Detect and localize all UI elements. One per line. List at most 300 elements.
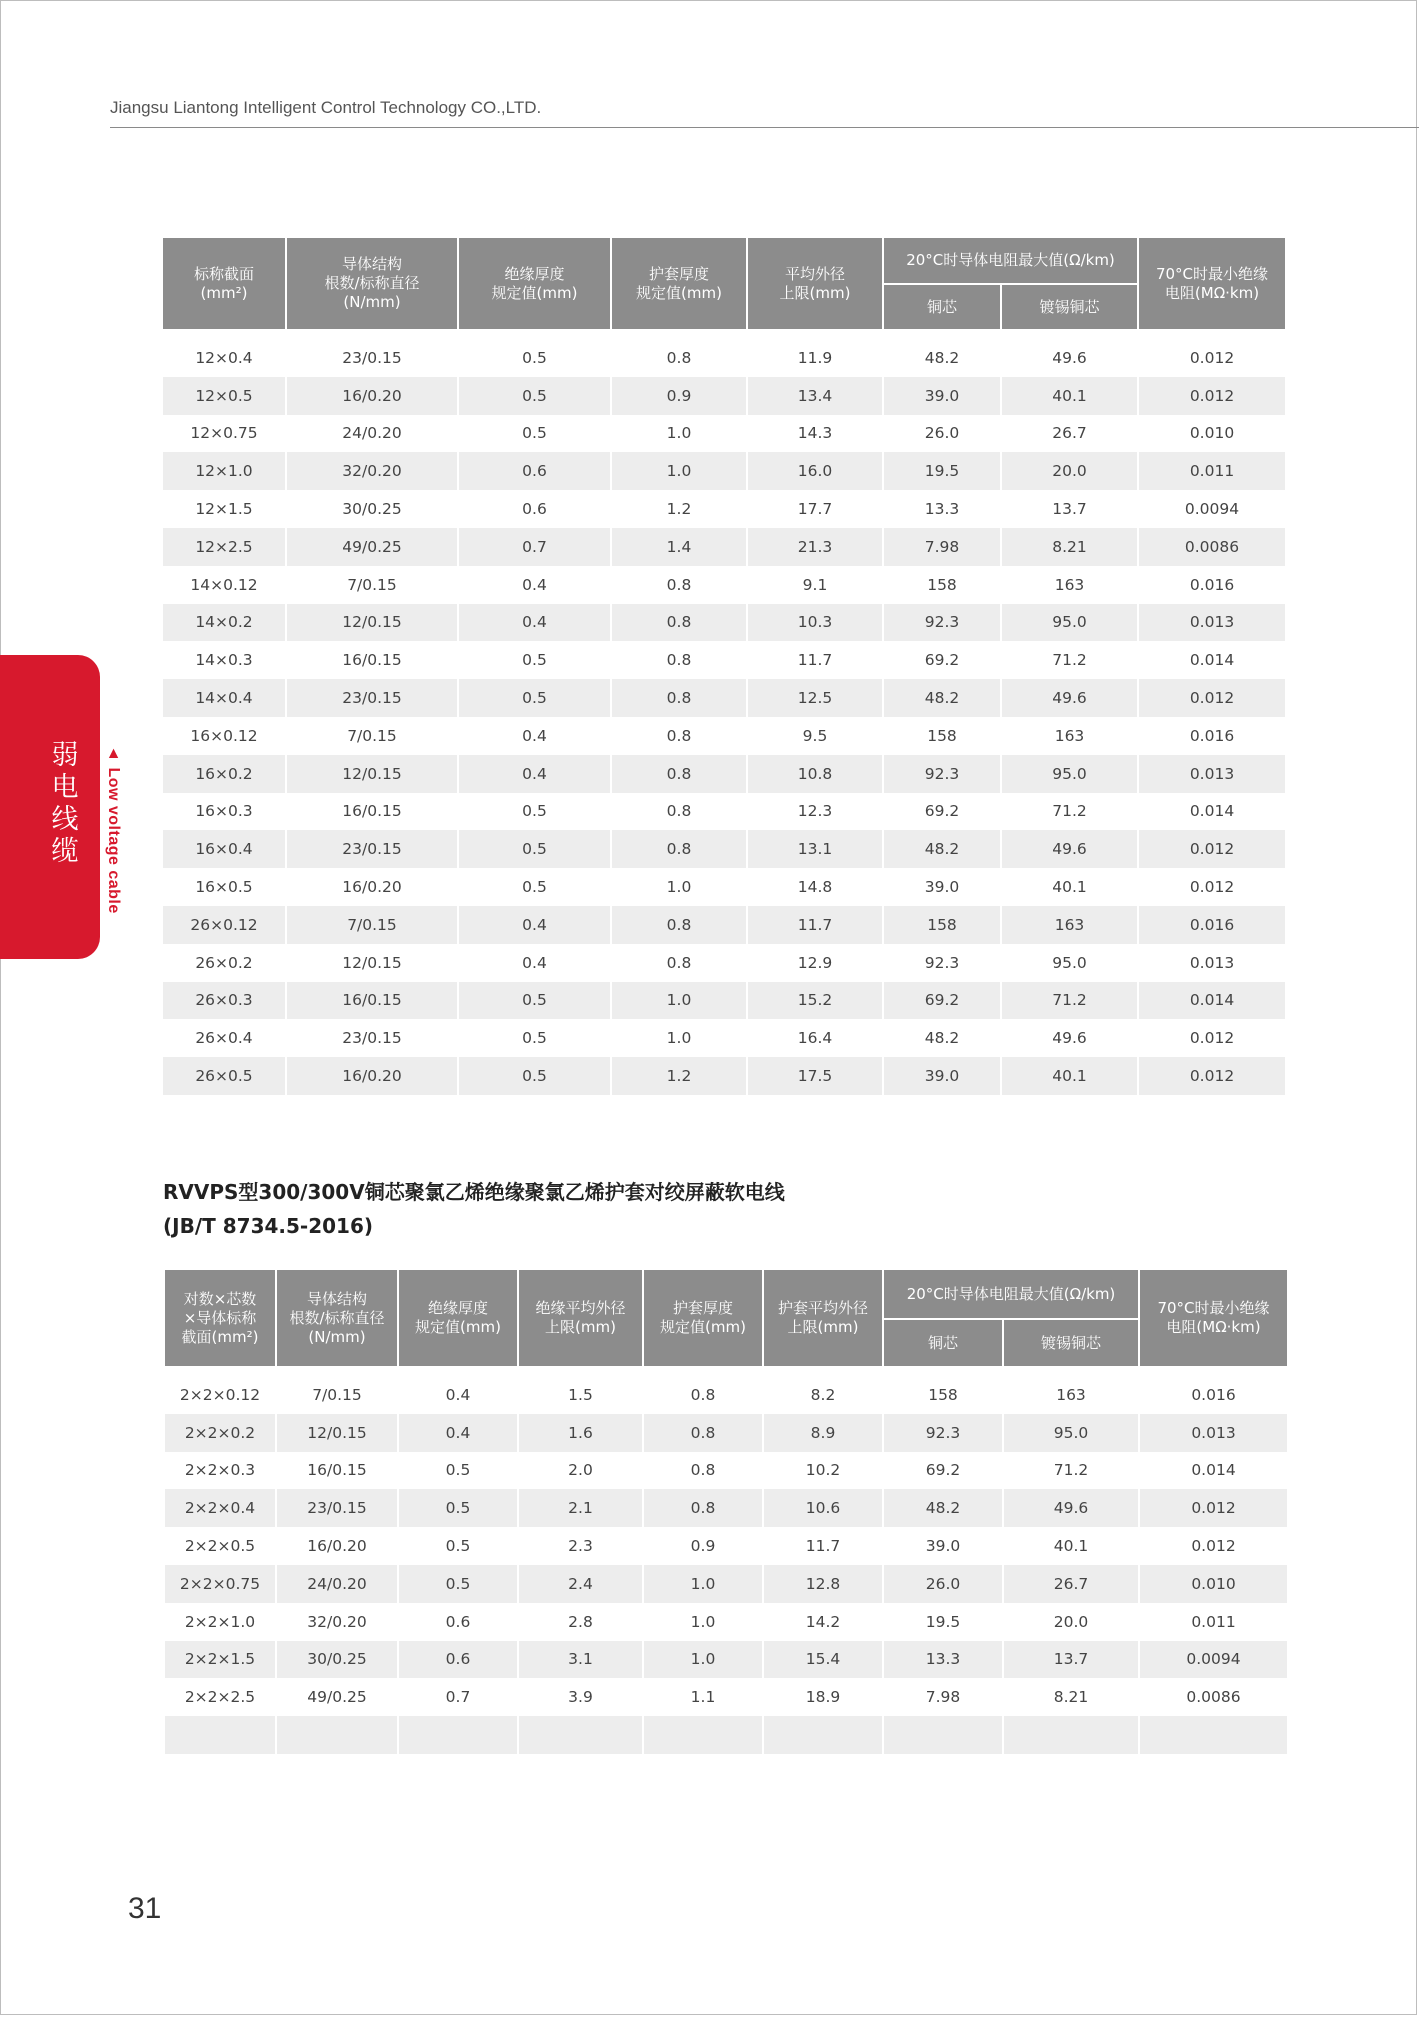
table-cell: 8.2 xyxy=(763,1376,883,1414)
table-cell: 26×0.4 xyxy=(162,1019,286,1057)
table-cell xyxy=(164,1716,276,1754)
table-cell: 2×2×0.2 xyxy=(164,1414,276,1452)
table-row xyxy=(162,641,1286,679)
header-conductor: 导体结构 根数/标称直径 (N/mm) xyxy=(276,1269,398,1367)
table-cell: 95.0 xyxy=(1003,1414,1139,1452)
table-row xyxy=(162,717,1286,755)
table-cell: 12×0.4 xyxy=(162,339,286,377)
table-cell: 13.4 xyxy=(747,377,883,415)
table-cell xyxy=(1139,1716,1288,1754)
table-cell: 0.5 xyxy=(398,1452,518,1490)
table-cell: 49.6 xyxy=(1003,1489,1139,1527)
table-cell: 0.8 xyxy=(643,1414,763,1452)
table-cell: 14×0.3 xyxy=(162,641,286,679)
table-cell: 23/0.15 xyxy=(276,1489,398,1527)
table-cell: 23/0.15 xyxy=(286,1019,458,1057)
table-cell: 16×0.5 xyxy=(162,868,286,906)
table-cell: 10.3 xyxy=(747,604,883,642)
table-cell: 12.9 xyxy=(747,944,883,982)
table-cell: 16/0.20 xyxy=(286,377,458,415)
table-cell: 24/0.20 xyxy=(276,1565,398,1603)
table-cell: 1.0 xyxy=(643,1565,763,1603)
table-cell: 49.6 xyxy=(1001,1019,1138,1057)
spec-table-1-body xyxy=(162,339,1286,1095)
table-cell: 15.4 xyxy=(763,1641,883,1679)
table-cell: 26×0.2 xyxy=(162,944,286,982)
table-cell: 12/0.15 xyxy=(286,944,458,982)
table-cell: 2.8 xyxy=(518,1603,643,1641)
table-row xyxy=(162,377,1286,415)
table-cell: 0.4 xyxy=(458,566,611,604)
table-cell: 10.8 xyxy=(747,755,883,793)
table-cell: 26.0 xyxy=(883,1565,1003,1603)
table-cell: 0.6 xyxy=(398,1603,518,1641)
table-cell: 9.1 xyxy=(747,566,883,604)
header-insulation-resistance: 70°C时最小绝缘 电阻(MΩ·km) xyxy=(1139,1269,1288,1367)
table-cell: 0.8 xyxy=(643,1489,763,1527)
table-cell: 0.8 xyxy=(611,566,747,604)
table-cell: 26×0.12 xyxy=(162,906,286,944)
table-cell: 48.2 xyxy=(883,1019,1001,1057)
table-cell: 0.5 xyxy=(458,793,611,831)
table-cell: 19.5 xyxy=(883,1603,1003,1641)
table-cell: 0.8 xyxy=(611,717,747,755)
table-cell: 71.2 xyxy=(1001,793,1138,831)
table-cell: 92.3 xyxy=(883,604,1001,642)
section-standard: (JB/T 8734.5-2016) xyxy=(163,1214,374,1238)
table-cell: 2.1 xyxy=(518,1489,643,1527)
table-cell: 1.0 xyxy=(611,415,747,453)
table-cell: 0.4 xyxy=(458,717,611,755)
table-cell: 0.012 xyxy=(1139,1489,1288,1527)
table-cell: 0.016 xyxy=(1139,1376,1288,1414)
table-cell: 26.7 xyxy=(1003,1565,1139,1603)
table-cell: 0.7 xyxy=(458,528,611,566)
table-cell: 69.2 xyxy=(883,641,1001,679)
company-name: Jiangsu Liantong Intelligent Control Technology CO.,LTD. xyxy=(110,98,542,117)
table-cell: 48.2 xyxy=(883,679,1001,717)
table-cell: 23/0.15 xyxy=(286,679,458,717)
table-cell: 0.5 xyxy=(398,1565,518,1603)
table-cell: 17.7 xyxy=(747,490,883,528)
table-cell: 0.8 xyxy=(611,641,747,679)
table-cell: 0.5 xyxy=(458,339,611,377)
table-cell: 0.9 xyxy=(643,1527,763,1565)
table-row xyxy=(164,1414,1288,1452)
table-cell: 0.8 xyxy=(611,755,747,793)
table-cell: 7/0.15 xyxy=(286,566,458,604)
table-cell: 32/0.20 xyxy=(286,452,458,490)
table-cell: 0.8 xyxy=(611,793,747,831)
table-cell: 12/0.15 xyxy=(286,755,458,793)
table-cell: 0.013 xyxy=(1138,604,1286,642)
table-cell: 14×0.12 xyxy=(162,566,286,604)
table-row xyxy=(164,1376,1288,1414)
table-cell: 95.0 xyxy=(1001,944,1138,982)
table-cell xyxy=(276,1716,398,1754)
table-cell: 18.9 xyxy=(763,1678,883,1716)
table-cell: 8.21 xyxy=(1001,528,1138,566)
table-cell: 2.3 xyxy=(518,1527,643,1565)
table-cell: 40.1 xyxy=(1001,1057,1138,1095)
section-title: RVVPS型300/300V铜芯聚氯乙烯绝缘聚氯乙烯护套对绞屏蔽软电线 xyxy=(163,1180,785,1204)
table-cell: 14×0.2 xyxy=(162,604,286,642)
table-cell: 2×2×0.3 xyxy=(164,1452,276,1490)
table-cell: 49/0.25 xyxy=(276,1678,398,1716)
table-cell: 16×0.4 xyxy=(162,830,286,868)
table-cell: 2×2×1.0 xyxy=(164,1603,276,1641)
table-cell: 16×0.2 xyxy=(162,755,286,793)
table-cell: 0.012 xyxy=(1139,1527,1288,1565)
table-cell: 2×2×0.12 xyxy=(164,1376,276,1414)
header-section: 标称截面 (mm²) xyxy=(162,237,286,330)
table-cell: 12×1.5 xyxy=(162,490,286,528)
table-cell: 0.8 xyxy=(611,830,747,868)
table-cell: 49/0.25 xyxy=(286,528,458,566)
table-cell: 0.012 xyxy=(1138,1019,1286,1057)
header-insulation: 绝缘厚度 规定值(mm) xyxy=(458,237,611,330)
table-cell: 0.013 xyxy=(1138,755,1286,793)
table-cell: 12/0.15 xyxy=(286,604,458,642)
table-cell: 39.0 xyxy=(883,868,1001,906)
table-row xyxy=(162,1019,1286,1057)
table-cell: 48.2 xyxy=(883,1489,1003,1527)
table-cell: 16/0.15 xyxy=(276,1452,398,1490)
table-cell: 16.0 xyxy=(747,452,883,490)
table-cell: 95.0 xyxy=(1001,604,1138,642)
table-cell xyxy=(763,1716,883,1754)
table-cell: 0.0086 xyxy=(1139,1678,1288,1716)
spec-table-1 xyxy=(161,236,1287,1095)
table-cell: 0.012 xyxy=(1138,339,1286,377)
table-cell: 92.3 xyxy=(883,944,1001,982)
table-cell: 0.012 xyxy=(1138,1057,1286,1095)
table-row xyxy=(162,982,1286,1020)
table-cell: 20.0 xyxy=(1003,1603,1139,1641)
table-cell: 16/0.15 xyxy=(286,793,458,831)
table-cell: 92.3 xyxy=(883,755,1001,793)
table-cell: 11.9 xyxy=(747,339,883,377)
table-cell: 20.0 xyxy=(1001,452,1138,490)
table-cell: 1.5 xyxy=(518,1376,643,1414)
table-cell: 0.4 xyxy=(458,604,611,642)
header-resistance: 20°C时导体电阻最大值(Ω/km) xyxy=(883,1269,1139,1319)
table-cell: 49.6 xyxy=(1001,830,1138,868)
table-cell: 95.0 xyxy=(1001,755,1138,793)
table-cell: 10.6 xyxy=(763,1489,883,1527)
table-cell: 0.014 xyxy=(1138,641,1286,679)
table-cell: 39.0 xyxy=(883,1057,1001,1095)
table-cell: 1.2 xyxy=(611,1057,747,1095)
table-cell: 16/0.15 xyxy=(286,982,458,1020)
table-row xyxy=(162,868,1286,906)
table-cell: 21.3 xyxy=(747,528,883,566)
table-cell: 0.014 xyxy=(1139,1452,1288,1490)
table-cell: 16/0.20 xyxy=(286,1057,458,1095)
table-cell: 49.6 xyxy=(1001,339,1138,377)
table-row xyxy=(162,1057,1286,1095)
table-cell: 0.8 xyxy=(611,339,747,377)
table-cell: 3.1 xyxy=(518,1641,643,1679)
table-cell: 26×0.5 xyxy=(162,1057,286,1095)
table-row xyxy=(162,339,1286,377)
table-cell: 7/0.15 xyxy=(286,717,458,755)
table-cell: 0.4 xyxy=(398,1414,518,1452)
table-cell: 2×2×0.5 xyxy=(164,1527,276,1565)
table-cell: 0.4 xyxy=(458,755,611,793)
table-cell: 7.98 xyxy=(883,528,1001,566)
table-cell: 0.011 xyxy=(1138,452,1286,490)
table-cell: 2×2×0.75 xyxy=(164,1565,276,1603)
table-cell: 23/0.15 xyxy=(286,339,458,377)
table-cell: 71.2 xyxy=(1001,982,1138,1020)
table-cell: 1.0 xyxy=(611,1019,747,1057)
header-tinned-copper: 镀锡铜芯 xyxy=(1003,1319,1139,1367)
table-row xyxy=(162,566,1286,604)
table-cell xyxy=(883,1716,1003,1754)
table-cell: 0.010 xyxy=(1139,1565,1288,1603)
table-cell: 0.5 xyxy=(398,1527,518,1565)
table-cell: 16/0.20 xyxy=(276,1527,398,1565)
table-cell: 69.2 xyxy=(883,982,1001,1020)
header-conductor: 导体结构 根数/标称直径 (N/mm) xyxy=(286,237,458,330)
table-cell: 0.010 xyxy=(1138,415,1286,453)
header-insulation: 绝缘厚度 规定值(mm) xyxy=(398,1269,518,1367)
table-cell: 158 xyxy=(883,1376,1003,1414)
table-cell: 92.3 xyxy=(883,1414,1003,1452)
table-cell: 0.016 xyxy=(1138,566,1286,604)
table-cell: 13.1 xyxy=(747,830,883,868)
table-cell: 0.012 xyxy=(1138,377,1286,415)
table-cell: 15.2 xyxy=(747,982,883,1020)
header-resistance: 20°C时导体电阻最大值(Ω/km) xyxy=(883,237,1138,284)
table-cell: 1.0 xyxy=(643,1641,763,1679)
table-cell: 39.0 xyxy=(883,377,1001,415)
table-cell: 0.013 xyxy=(1138,944,1286,982)
table-cell: 0.5 xyxy=(458,830,611,868)
table-cell: 16.4 xyxy=(747,1019,883,1057)
table-cell: 48.2 xyxy=(883,339,1001,377)
table-cell: 19.5 xyxy=(883,452,1001,490)
table-cell: 11.7 xyxy=(747,906,883,944)
table-cell: 13.3 xyxy=(883,1641,1003,1679)
table-cell: 0.0094 xyxy=(1139,1641,1288,1679)
table-cell: 1.2 xyxy=(611,490,747,528)
table-row xyxy=(162,604,1286,642)
table-cell: 2×2×1.5 xyxy=(164,1641,276,1679)
table-cell: 16/0.15 xyxy=(286,641,458,679)
table-cell: 69.2 xyxy=(883,1452,1003,1490)
table-cell: 24/0.20 xyxy=(286,415,458,453)
table-row xyxy=(164,1678,1288,1716)
header-sheath-od: 护套平均外径 上限(mm) xyxy=(763,1269,883,1367)
table-cell: 12.5 xyxy=(747,679,883,717)
table-cell xyxy=(398,1716,518,1754)
table-cell: 71.2 xyxy=(1003,1452,1139,1490)
table-cell: 163 xyxy=(1003,1376,1139,1414)
table-cell: 12×2.5 xyxy=(162,528,286,566)
table-cell: 16×0.12 xyxy=(162,717,286,755)
table-cell: 12×1.0 xyxy=(162,452,286,490)
table-cell: 11.7 xyxy=(747,641,883,679)
table-cell: 0.8 xyxy=(643,1376,763,1414)
spec-table-2-body xyxy=(164,1376,1288,1754)
header-sheath: 护套厚度 规定值(mm) xyxy=(611,237,747,330)
spec-table-2 xyxy=(163,1268,1289,1754)
table-cell: 0.5 xyxy=(458,679,611,717)
table-cell: 1.6 xyxy=(518,1414,643,1452)
table-cell: 39.0 xyxy=(883,1527,1003,1565)
table-cell: 163 xyxy=(1001,906,1138,944)
header-outer-diameter: 平均外径 上限(mm) xyxy=(747,237,883,330)
table-cell: 23/0.15 xyxy=(286,830,458,868)
table-cell: 0.8 xyxy=(643,1452,763,1490)
table-cell xyxy=(643,1716,763,1754)
table-cell: 12×0.5 xyxy=(162,377,286,415)
table-cell: 0.5 xyxy=(458,415,611,453)
table-cell: 7.98 xyxy=(883,1678,1003,1716)
table-cell: 8.21 xyxy=(1003,1678,1139,1716)
table-row xyxy=(164,1452,1288,1490)
table-row xyxy=(164,1565,1288,1603)
table-cell: 163 xyxy=(1001,717,1138,755)
table-cell: 0.016 xyxy=(1138,906,1286,944)
section-tab-label-en: ▲ Low voltage cable xyxy=(105,745,122,914)
table-cell: 158 xyxy=(883,566,1001,604)
table-cell: 49.6 xyxy=(1001,679,1138,717)
header-copper: 铜芯 xyxy=(883,1319,1003,1367)
table-row xyxy=(162,528,1286,566)
table-cell: 40.1 xyxy=(1001,377,1138,415)
table-cell: 0.013 xyxy=(1139,1414,1288,1452)
table-row xyxy=(162,755,1286,793)
table-cell: 48.2 xyxy=(883,830,1001,868)
table-cell: 12.8 xyxy=(763,1565,883,1603)
table-cell: 0.5 xyxy=(398,1489,518,1527)
table-row xyxy=(162,830,1286,868)
table-cell: 12×0.75 xyxy=(162,415,286,453)
table-cell: 1.0 xyxy=(643,1603,763,1641)
section-tab-label-cn: 弱电线缆 xyxy=(51,740,79,867)
table-cell: 0.8 xyxy=(611,604,747,642)
table-cell: 17.5 xyxy=(747,1057,883,1095)
table-cell: 13.3 xyxy=(883,490,1001,528)
table-cell: 7/0.15 xyxy=(286,906,458,944)
table-cell: 11.7 xyxy=(763,1527,883,1565)
table-cell: 7/0.15 xyxy=(276,1376,398,1414)
table-cell: 9.5 xyxy=(747,717,883,755)
table-cell: 16/0.20 xyxy=(286,868,458,906)
table-cell: 2.4 xyxy=(518,1565,643,1603)
table-cell: 0.5 xyxy=(458,1019,611,1057)
table-cell: 0.014 xyxy=(1138,982,1286,1020)
table-cell: 0.011 xyxy=(1139,1603,1288,1641)
header-insulation-od: 绝缘平均外径 上限(mm) xyxy=(518,1269,643,1367)
table-cell: 0.014 xyxy=(1138,793,1286,831)
table-cell: 2.0 xyxy=(518,1452,643,1490)
table-cell: 8.9 xyxy=(763,1414,883,1452)
table-cell: 10.2 xyxy=(763,1452,883,1490)
table-cell: 14.3 xyxy=(747,415,883,453)
table-cell: 32/0.20 xyxy=(276,1603,398,1641)
table-cell: 26.7 xyxy=(1001,415,1138,453)
table-cell: 71.2 xyxy=(1001,641,1138,679)
table-cell: 13.7 xyxy=(1001,490,1138,528)
header-tinned-copper: 镀锡铜芯 xyxy=(1001,284,1138,330)
table-cell: 0.6 xyxy=(458,452,611,490)
table-cell: 0.8 xyxy=(611,906,747,944)
table-cell: 0.5 xyxy=(458,377,611,415)
table-cell: 0.4 xyxy=(458,906,611,944)
table-cell: 1.4 xyxy=(611,528,747,566)
table-row xyxy=(164,1716,1288,1754)
table-cell: 14.2 xyxy=(763,1603,883,1641)
table-row xyxy=(164,1527,1288,1565)
table-cell: 1.1 xyxy=(643,1678,763,1716)
table-row xyxy=(162,906,1286,944)
table-cell: 69.2 xyxy=(883,793,1001,831)
table-cell: 0.0086 xyxy=(1138,528,1286,566)
table-cell: 1.0 xyxy=(611,452,747,490)
table-cell: 26.0 xyxy=(883,415,1001,453)
table-cell: 0.9 xyxy=(611,377,747,415)
table-row xyxy=(162,415,1286,453)
table-row xyxy=(164,1603,1288,1641)
table-cell: 0.5 xyxy=(458,641,611,679)
table-cell: 163 xyxy=(1001,566,1138,604)
table-cell: 0.5 xyxy=(458,1057,611,1095)
table-row xyxy=(164,1489,1288,1527)
table-cell: 0.6 xyxy=(458,490,611,528)
table-cell: 1.0 xyxy=(611,868,747,906)
table-cell: 26×0.3 xyxy=(162,982,286,1020)
table-cell: 0.0094 xyxy=(1138,490,1286,528)
table-cell: 14×0.4 xyxy=(162,679,286,717)
table-cell: 12.3 xyxy=(747,793,883,831)
table-cell: 0.5 xyxy=(458,982,611,1020)
table-row xyxy=(162,679,1286,717)
header-divider xyxy=(110,127,1419,128)
table-cell: 13.7 xyxy=(1003,1641,1139,1679)
table-row xyxy=(162,452,1286,490)
table-cell: 30/0.25 xyxy=(286,490,458,528)
table-row xyxy=(162,793,1286,831)
table-cell: 0.4 xyxy=(398,1376,518,1414)
table-cell: 12/0.15 xyxy=(276,1414,398,1452)
table-cell: 1.0 xyxy=(611,982,747,1020)
header-pairs-section: 对数×芯数 ×导体标称 截面(mm²) xyxy=(164,1269,276,1367)
table-cell: 0.012 xyxy=(1138,830,1286,868)
table-row xyxy=(164,1641,1288,1679)
table-cell: 16×0.3 xyxy=(162,793,286,831)
table-cell: 0.4 xyxy=(458,944,611,982)
table-row xyxy=(162,490,1286,528)
table-cell: 158 xyxy=(883,906,1001,944)
table-cell xyxy=(1003,1716,1139,1754)
header-sheath: 护套厚度 规定值(mm) xyxy=(643,1269,763,1367)
table-cell: 158 xyxy=(883,717,1001,755)
table-cell: 0.012 xyxy=(1138,679,1286,717)
table-cell: 0.8 xyxy=(611,944,747,982)
table-cell: 14.8 xyxy=(747,868,883,906)
table-cell: 0.5 xyxy=(458,868,611,906)
table-cell: 0.7 xyxy=(398,1678,518,1716)
table-cell: 0.6 xyxy=(398,1641,518,1679)
table-cell: 0.012 xyxy=(1138,868,1286,906)
table-cell: 40.1 xyxy=(1001,868,1138,906)
table-cell: 40.1 xyxy=(1003,1527,1139,1565)
table-cell: 0.016 xyxy=(1138,717,1286,755)
